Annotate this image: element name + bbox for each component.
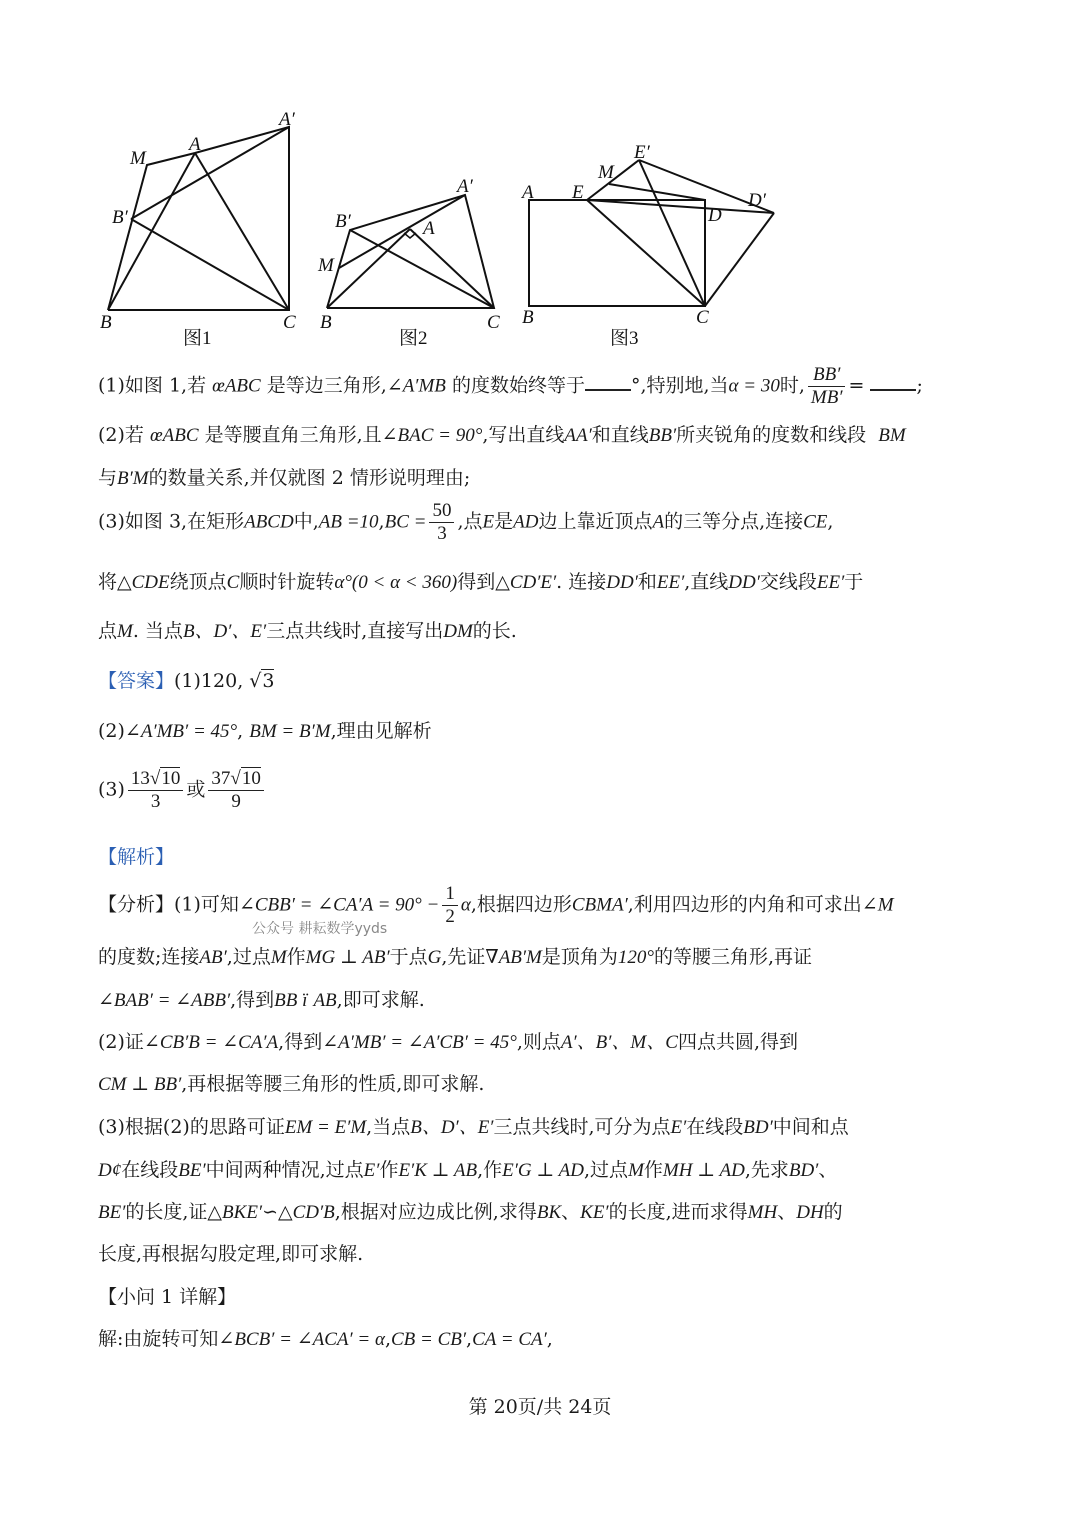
fraction-50-3: $\frac{50}{3}$	[429, 500, 454, 545]
fig2-label-a: A	[423, 218, 435, 239]
detail-solution-line: 解:由旋转可知∠BCB′ = ∠ACA′ = α,CB = CB′,CA = CA′,	[98, 1328, 553, 1350]
fenxi-line-2: 的度数;连接AB′,过点M作MG ⊥ AB′于点G,先证∇AB′M是顶角为120°的等腰三角形,再证	[98, 946, 813, 968]
answer-line-3: (3) $\frac{13√10}{3}$ 或 $\frac{37√10}{9}$	[98, 768, 980, 813]
question-3-line-1: (3)如图 3,在矩形ABCD中,AB =10,BC = $\frac{50}{3}$ ,点E是AD边上靠近顶点A的三等分点,连接CE,	[98, 500, 834, 544]
triangle-abc: œABC	[212, 375, 261, 397]
answer-blank-2	[870, 375, 916, 391]
fenxi-line-5: CM ⊥ BB′,再根据等腰三角形的性质,即可求解.	[98, 1073, 485, 1095]
fenxi-line-8: BE′的长度,证△BKE′∽△CD′B,根据对应边成比例,求得BK、KE′的长度,进而求得MH、DH的	[98, 1201, 843, 1223]
fig2-label-b: B	[320, 312, 332, 333]
figures-area	[0, 0, 1080, 360]
watermark: 公众号 耕耘数学yyds	[252, 921, 388, 937]
fig2-label-m: M	[318, 255, 334, 276]
page-footer: 第 20页/共 24页	[468, 1396, 612, 1418]
figure-3-lines	[529, 160, 774, 306]
fig3-label-m: M	[598, 162, 614, 183]
detail-tag: 【小问 1 详解】	[98, 1286, 237, 1308]
fig1-label-bprime: B′	[112, 207, 128, 228]
fig3-label-dprime: D′	[748, 190, 766, 211]
fig3-label-eprime: E′	[634, 142, 650, 163]
question-1: (1)如图 1,若 œABC 是等边三角形,∠A′MB 的度数始终等于 °,特别地,当α = 30时, $\frac{BB'}{MB'}$ = ;	[98, 364, 923, 408]
question-2-line-1: (2)若 œABC 是等腰直角三角形,且∠BAC = 90°,写出直线AA′和直线BB′所夹锐角的度数和线段 BM	[98, 424, 906, 446]
fenxi-line-9: 长度,再根据勾股定理,即可求解.	[98, 1243, 364, 1265]
answer-line-2: (2)∠A′MB′ = 45°, BM = B′M,理由见解析	[98, 720, 432, 742]
analysis-header	[98, 846, 980, 869]
fenxi-line-4: (2)证∠CB′B = ∠CA′A,得到∠A′MB′ = ∠A′CB′ = 45°,则点A′、B′、M、C四点共圆,得到	[98, 1031, 798, 1053]
fraction-bb-mb: $\frac{BB'}{MB'}$	[808, 364, 846, 409]
fig1-caption: 图1	[183, 328, 212, 349]
fig1-label-aprime: A′	[279, 109, 295, 130]
fig1-label-a: A	[189, 134, 201, 155]
question-2-line-2: 与B′M的数量关系,并仅就图 2 情形说明理由;	[98, 467, 471, 489]
fenxi-tag: 【分析】	[98, 893, 175, 916]
fig2-label-aprime: A′	[457, 176, 473, 197]
fig2-caption: 图2	[399, 328, 428, 349]
fig3-label-b: B	[522, 307, 534, 328]
fraction-37-sqrt10-9: $\frac{37√10}{9}$	[208, 768, 263, 813]
figure-captions	[183, 327, 639, 349]
fig3-caption: 图3	[610, 328, 639, 349]
fenxi-line-3: ∠BAB′ = ∠ABB′,得到BB ï AB,即可求解.	[98, 989, 425, 1011]
fig2-label-c: C	[487, 312, 500, 333]
fig1-label-m: M	[130, 148, 146, 169]
question-3-line-2: 将△CDE绕顶点C顺时针旋转α°(0 < α < 360)得到△CD′E′. 连接DD′和EE′,直线DD′交线段EE′于	[98, 571, 864, 593]
fig2-label-bprime: B′	[335, 211, 351, 232]
fenxi-line-6: (3)根据(2)的思路可证EM = E′M,当点B、D′、E′三点共线时,可分为点E′在线段BD′中间和点	[98, 1116, 849, 1138]
fig3-label-d: D	[708, 205, 722, 226]
fig1-label-c: C	[283, 312, 296, 333]
fig3-label-a: A	[522, 182, 534, 203]
question-3-line-3: 点M. 当点B、D′、E′三点共线时,直接写出DM的长.	[98, 620, 517, 642]
detail-header	[98, 1286, 980, 1309]
geometry-figures	[0, 0, 1080, 360]
fig3-label-e: E	[572, 182, 584, 203]
answer-line-1: 【答案】(1)120, √3	[98, 670, 275, 692]
fraction-13-sqrt10-3: $\frac{13√10}{3}$	[128, 768, 183, 813]
answer-tag: 【答案】	[98, 670, 175, 692]
fig3-label-c: C	[696, 307, 709, 328]
fraction-1-2: $\frac{1}{2}$	[442, 883, 458, 928]
fenxi-line-7: D¢在线段BE′中间两种情况,过点E′作E′K ⊥ AB,作E′G ⊥ AD,过点M作MH ⊥ AD,先求BD′、	[98, 1159, 838, 1181]
fig1-label-b: B	[100, 312, 112, 333]
sqrt-3: 3	[262, 670, 275, 692]
fenxi-line-1: 【分析】(1)可知∠CBB′ = ∠CA′A = 90° − $\frac{1}{2}$ α,根据四边形CBMA′,利用四边形的内角和可求出∠M	[98, 883, 894, 927]
answer-blank-1	[585, 375, 631, 391]
figure-2-lines	[327, 195, 494, 308]
analysis-tag: 【解析】	[98, 846, 175, 868]
